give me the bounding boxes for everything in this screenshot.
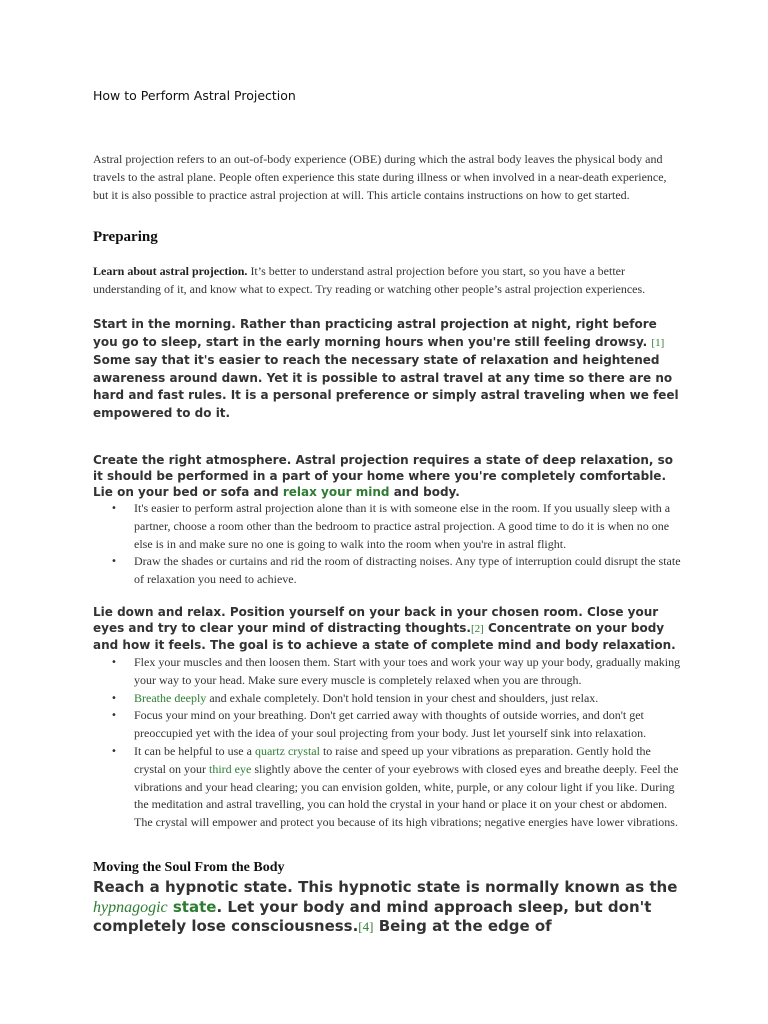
quartz-crystal-link[interactable]: quartz crystal xyxy=(254,743,320,758)
learn-paragraph xyxy=(93,263,683,299)
list-item: • Draw the shades or curtains and rid the room of distracting noises. Any type of interruption could disrupt the state of relaxation you need to achieve. xyxy=(93,553,683,589)
lie-down-lead: Lie down and relax. xyxy=(93,605,226,619)
hypnagogic-link[interactable]: hypnagogic xyxy=(93,898,168,916)
document-title: How to Perform Astral Projection xyxy=(93,88,296,103)
list-item: • Focus your mind on your breathing. Don't get carried away with thoughts of outside worries, and don't get preoccupied yet with the idea of your soul projecting from your body. Just let yourself sink into relaxation. xyxy=(93,707,683,743)
list-item xyxy=(93,690,683,708)
atmosphere-bullet-list xyxy=(93,500,683,589)
crystal-text-a: It can be helpful to use a xyxy=(134,743,255,758)
list-item: • It's easier to perform astral projection alone than it is with someone else in the room. If you usually sleep with a partner, choose a room other than the bedroom to practice astral projection. A good time to do it is when no one else is in and make sure no one is going to walk into the room when you're in astral flight. xyxy=(93,500,683,553)
atmosphere-text-1: Astral projection requires a state of deep relaxation, so it should be performed in a part of your home where you're completely comfortable. Lie on your bed or sofa and xyxy=(93,453,674,499)
reference-link-1[interactable]: [1] xyxy=(651,336,665,349)
hypnotic-step xyxy=(93,878,693,937)
relax-your-mind-link[interactable]: relax your mind xyxy=(282,485,394,499)
breathe-deeply-link[interactable]: Breathe deeply xyxy=(134,690,207,705)
list-item xyxy=(93,743,683,832)
morning-step xyxy=(93,316,683,422)
reference-link-4[interactable]: [4] xyxy=(358,919,374,934)
crystal-text-b: to raise and speed up your vibrations as preparation. Gently hold the crystal on your xyxy=(134,743,651,776)
intro-paragraph: Astral projection refers to an out-of-body experience (OBE) during which the astral body leaves the physical body and travels to the astral plane. People often experience this state during illness or when involved in a near-death experience, but it is also possible to practice astral projection at will. This article contains instructions on how to get started. xyxy=(93,152,667,202)
hypnotic-text-3: Being at the edge of xyxy=(373,917,552,935)
atmosphere-text-2: and body. xyxy=(393,485,460,499)
hypnotic-text-1: This hypnotic state is normally known as the xyxy=(292,878,678,896)
lie-down-step xyxy=(93,604,683,653)
hypnotic-lead: Reach a hypnotic state. xyxy=(93,878,293,896)
section-heading-moving: Moving the Soul From the Body xyxy=(93,860,285,875)
lie-down-text-2: Concentrate on your body and how it feels. The goal is to achieve a state of complete mind and body relaxation. xyxy=(93,621,676,652)
list-item: • Flex your muscles and then loosen them. Start with your toes and work your way up your body, gradually making your way to your head. Make sure every muscle is completely relaxed when you are through. xyxy=(93,654,683,690)
lie-down-text-1: Position yourself on your back in your chosen room. Close your eyes and try to clear your mind of distracting thoughts. xyxy=(93,605,659,635)
hypnotic-text-2: . Let your body and mind approach sleep, but don't completely lose consciousness. xyxy=(93,897,652,935)
reference-link-2[interactable]: [2] xyxy=(470,623,484,635)
crystal-text-c: slightly above the center of your eyebrows with closed eyes and breathe deeply. Feel the vibrations and your head clearing; you can envision golden, white, purple, or any colour light if you like. During the meditation and astral travelling, you can hold the crystal in your hand or place it on your chest or abdomen. The crystal will empower and protect you because of its high vibrations; negative energies have lower vibrations. xyxy=(134,761,679,830)
morning-lead: Start in the morning. xyxy=(93,317,236,331)
lie-down-bullet-list xyxy=(93,654,683,832)
morning-text-2: Some say that it's easier to reach the necessary state of relaxation and heightened awareness around dawn. Yet it is possible to astral travel at any time so there are no hard and fast rules. It is a personal preference or simply astral traveling when we feel empowered to do it. xyxy=(93,353,679,420)
breathe-text: and exhale completely. Don't hold tension in your chest and shoulders, just relax. xyxy=(206,690,599,705)
third-eye-link[interactable]: third eye xyxy=(208,761,252,776)
morning-text-1: Rather than practicing astral projection at night, right before you go to sleep, start in the early morning hours when you're still feeling drowsy. xyxy=(93,317,657,349)
atmosphere-lead: Create the right atmosphere. xyxy=(93,453,292,467)
state-link[interactable]: state xyxy=(167,897,217,916)
learn-text: It’s better to understand astral projection before you start, so you have a better understanding of it, and know what to expect. Try reading or watching other people’s astral projection experiences. xyxy=(93,264,646,296)
atmosphere-step xyxy=(93,452,683,500)
learn-lead: Learn about astral projection. xyxy=(93,264,248,278)
section-heading-preparing: Preparing xyxy=(93,229,158,245)
